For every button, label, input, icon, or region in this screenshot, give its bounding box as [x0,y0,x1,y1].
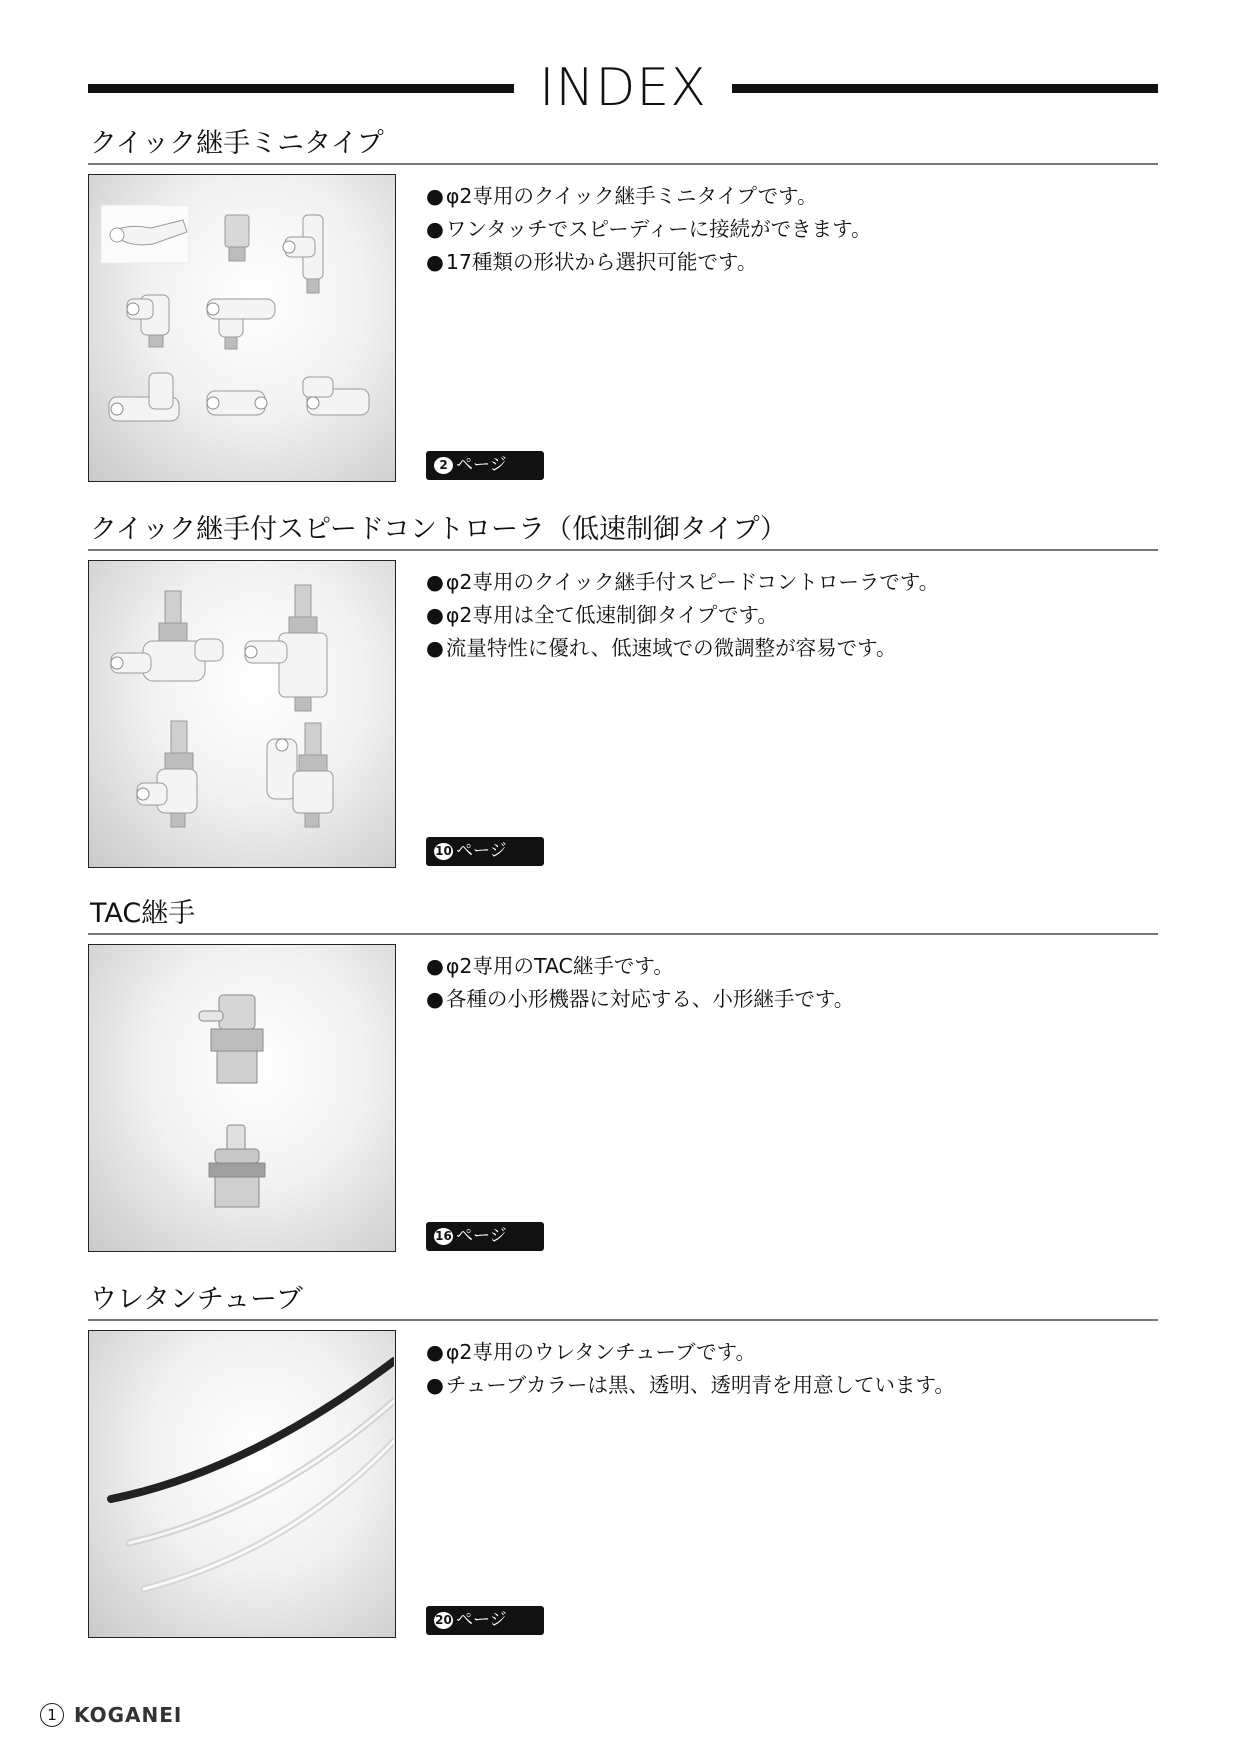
feature-list [426,950,854,1016]
feature-item: ● 17種類の形状から選択可能です。 [426,246,871,279]
page-reference-link[interactable] [426,1606,544,1635]
page-label: ページ [456,1610,507,1630]
feature-item: ● チューブカラーは黒、透明、透明青を用意しています。 [426,1369,955,1402]
page-reference-link[interactable] [426,1222,544,1251]
section-title: ウレタンチューブ [90,1284,303,1315]
page-number-circle: 16 [435,1229,452,1243]
product-photo-tac-fitting [88,944,396,1252]
product-photo-speed-controller [88,560,396,868]
page-title: INDEX [539,58,707,118]
header-rule-right [732,84,1158,93]
feature-item: ● φ2専用のウレタンチューブです。 [426,1336,955,1369]
section-title: クイック継手ミニタイプ [90,128,384,159]
page-reference-link[interactable] [426,837,544,866]
feature-item: ● φ2専用のTAC継手です。 [426,950,854,983]
feature-item: ● φ2専用は全て低速制御タイプです。 [426,599,939,632]
feature-list [426,1336,955,1402]
page-number-circle: 20 [435,1613,452,1627]
section-title: クイック継手付スピードコントローラ（低速制御タイプ） [90,514,787,545]
header-rule-left [88,84,514,93]
product-photo-urethane-tube [88,1330,396,1638]
page-number-circle: 2 [434,457,453,474]
feature-item: ● ワンタッチでスピーディーに接続ができます。 [426,213,871,246]
section-divider [88,1319,1158,1321]
section-divider [88,933,1158,935]
feature-item: ● φ2専用のクイック継手ミニタイプです。 [426,180,871,213]
page-label: ページ [456,1226,507,1246]
index-header [88,60,1158,120]
product-photo-quick-fitting-mini [88,174,396,482]
section-divider [88,549,1158,551]
page-number: 1 [40,1703,64,1727]
page-reference-link[interactable] [426,451,544,480]
page-number-circle: 10 [435,844,452,858]
brand-logo: KOGANEI [74,1703,183,1727]
section-title: TAC継手 [90,898,196,929]
feature-item: ● 流量特性に優れ、低速域での微調整が容易です。 [426,632,939,665]
feature-item: ● φ2専用のクイック継手付スピードコントローラです。 [426,566,939,599]
feature-list [426,566,939,665]
page-label: ページ [456,841,507,861]
feature-list [426,180,871,279]
section-divider [88,163,1158,165]
page-label: ページ [456,455,507,475]
feature-item: ● 各種の小形機器に対応する、小形継手です。 [426,983,854,1016]
